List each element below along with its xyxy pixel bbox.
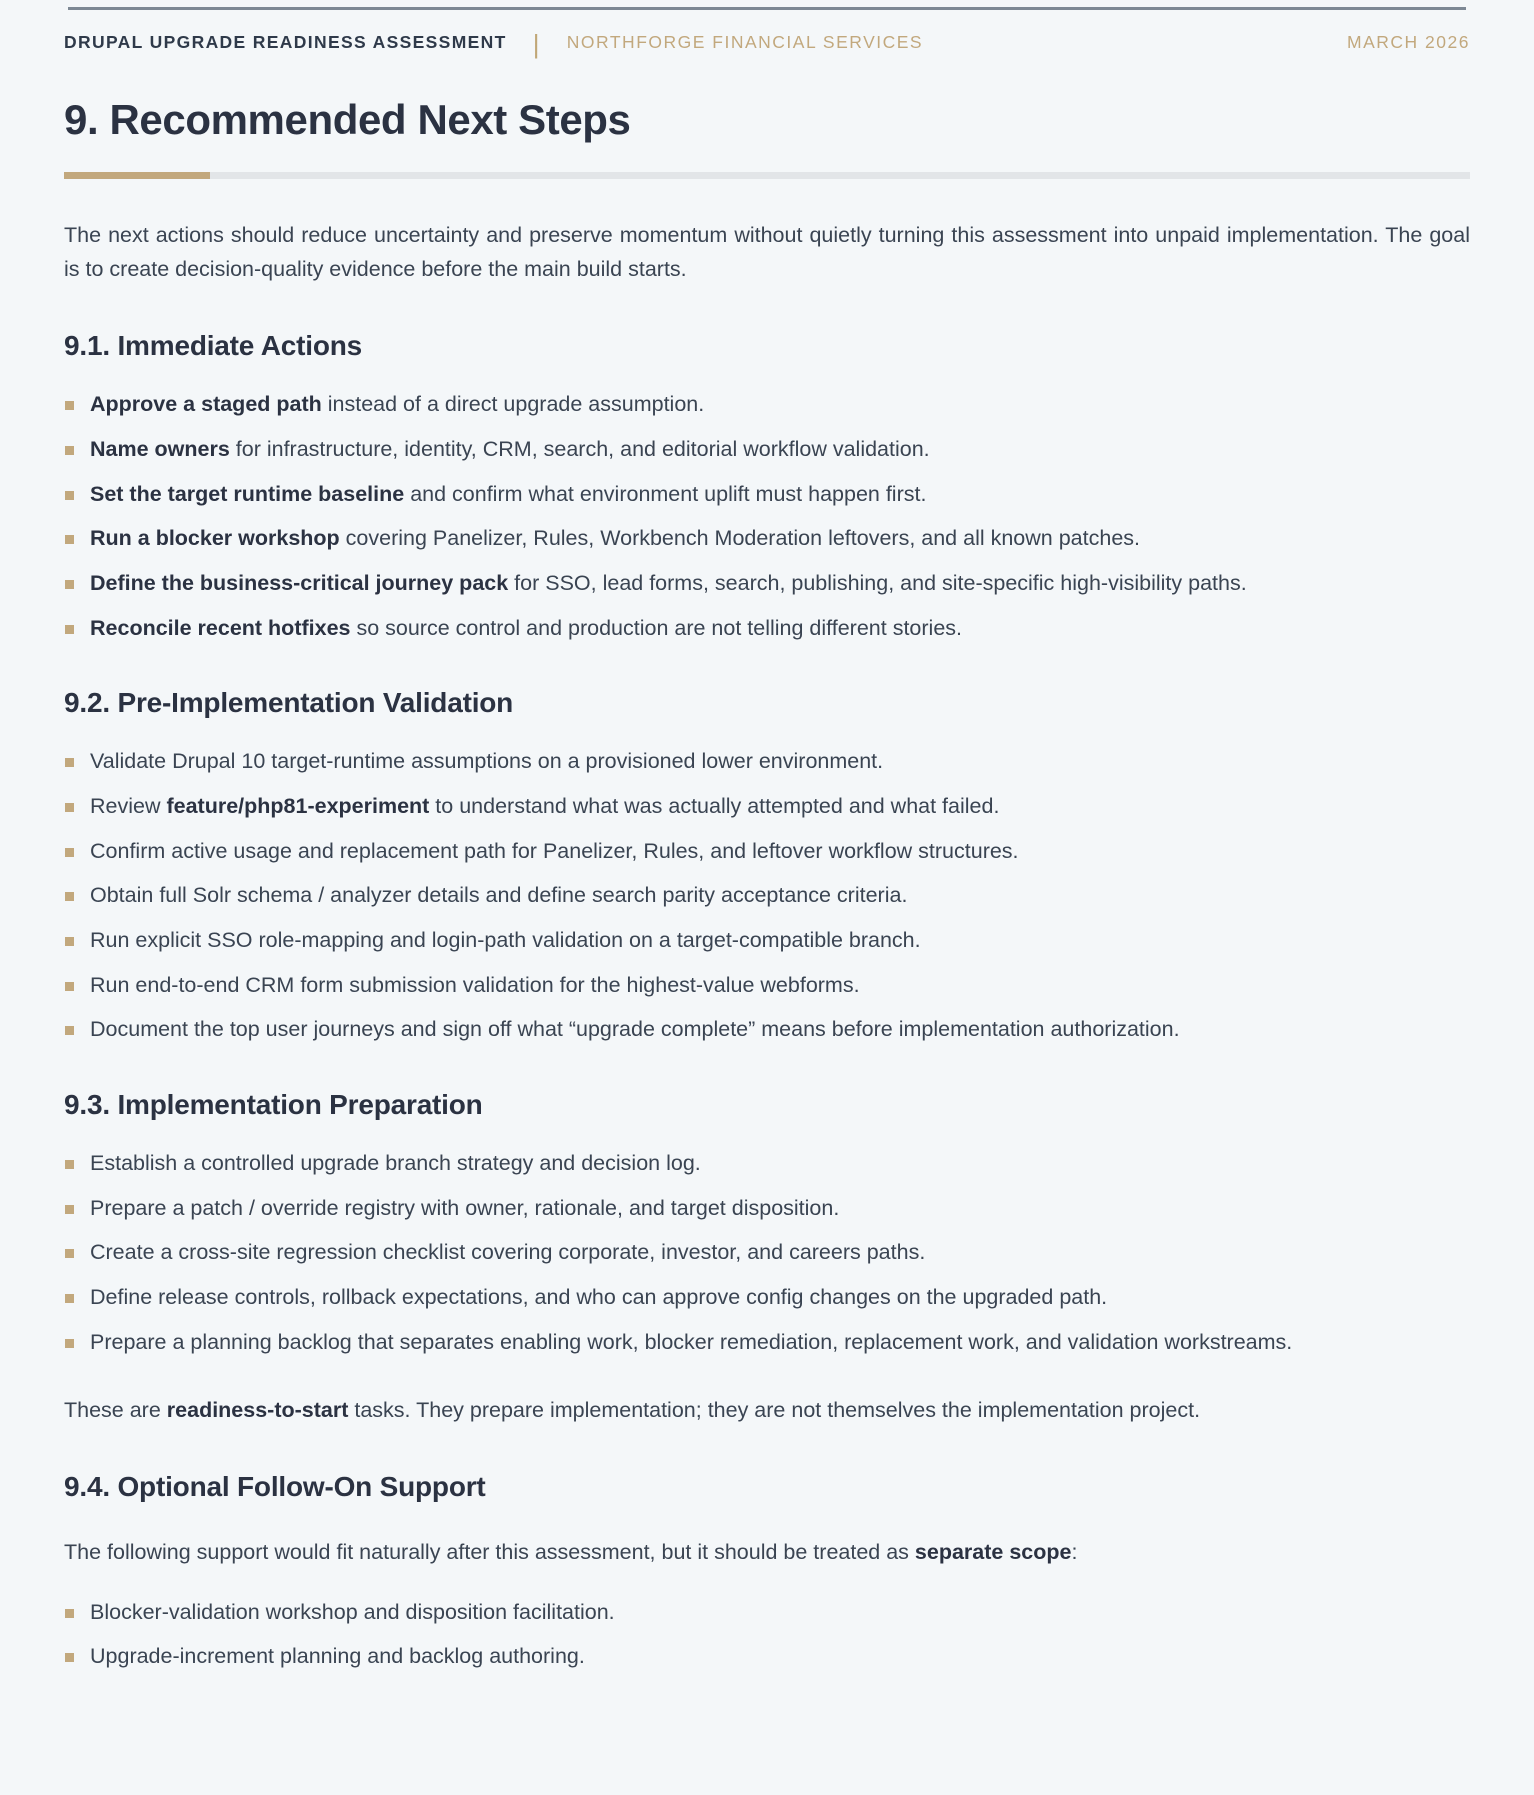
bullet-square-icon — [65, 1026, 74, 1035]
running-header-date: MARCH 2026 — [1347, 32, 1470, 52]
list-item-emphasis: Reconcile recent hotfixes — [90, 615, 351, 640]
list-item-text: Validate Drupal 10 target-runtime assumptions on a provisioned lower environment. — [90, 749, 884, 774]
list-item-text: Obtain full Solr schema / analyzer details and define search parity acceptance criteria. — [90, 883, 908, 908]
optional-support-lead-text: The following support would fit naturally after this assessment, but it should be treated as — [64, 1540, 915, 1565]
bullet-square-icon — [65, 1294, 74, 1303]
list-item-text: for infrastructure, identity, CRM, search, and editorial workflow validation. — [229, 436, 930, 461]
list-item — [64, 879, 1470, 912]
subsection-heading-9-1: 9.1. Immediate Actions — [64, 330, 362, 362]
bullet-square-icon — [65, 1609, 74, 1618]
list-item-text: Confirm active usage and replacement path for Panelizer, Rules, and leftover workflow structures. — [90, 838, 1019, 863]
optional-support-lead-emphasis: separate scope — [914, 1540, 1072, 1565]
section-accent-bar — [64, 172, 210, 179]
optional-support-lead-text: : — [1071, 1540, 1078, 1565]
list-item-emphasis: feature/php81-experiment — [166, 794, 430, 818]
closing-note-text: These are — [64, 1398, 167, 1423]
list-item — [64, 1281, 1470, 1314]
section-intro-paragraph: The next actions should reduce uncertainty and preserve momentum without quietly turning this assessment into unpaid implementation. The goal is to create decision-quality evidence before the main build starts. — [64, 223, 1470, 282]
list-item-text: Blocker-validation workshop and disposition facilitation. — [90, 1599, 615, 1624]
list-item-text: Prepare a planning backlog that separates enabling work, blocker remediation, replacement work, and validation workstreams. — [90, 1329, 1293, 1354]
list-item-emphasis: Set the target runtime baseline — [90, 481, 405, 506]
bullet-list-9-1 — [60, 388, 1474, 644]
list-item-text: for SSO, lead forms, search, publishing, and site-specific high-visibility paths. — [508, 570, 1247, 595]
subsection-heading-9-2: 9.2. Pre-Implementation Validation — [64, 687, 514, 719]
list-item — [64, 790, 1470, 823]
bullet-square-icon — [65, 1339, 74, 1348]
subsection-heading-9-3: 9.3. Implementation Preparation — [64, 1089, 483, 1121]
list-item-text: Prepare a patch / override registry with owner, rationale, and target disposition. — [90, 1195, 840, 1220]
list-item-text: instead of a direct upgrade assumption. — [321, 392, 705, 417]
list-item-text: Upgrade-increment planning and backlog authoring. — [90, 1644, 585, 1669]
bullet-square-icon — [65, 446, 74, 455]
list-item — [64, 612, 1470, 645]
list-item — [64, 567, 1470, 600]
list-item-text: Run end-to-end CRM form submission validation for the highest-value webforms. — [90, 972, 860, 997]
list-item — [64, 1147, 1470, 1180]
list-item — [64, 1192, 1470, 1225]
subsection-heading-9-4: 9.4. Optional Follow-On Support — [64, 1471, 486, 1503]
list-item-text: Review — [90, 794, 167, 818]
bullet-square-icon — [65, 625, 74, 634]
bullet-square-icon — [65, 1160, 74, 1169]
page-top-rule — [68, 7, 1466, 10]
list-item — [64, 1326, 1470, 1359]
optional-support-lead — [64, 1536, 1470, 1569]
bullet-square-icon — [65, 535, 74, 544]
bullet-square-icon — [65, 758, 74, 767]
list-item — [64, 1236, 1470, 1269]
bullet-square-icon — [65, 892, 74, 901]
closing-note-text: tasks. They prepare implementation; they are not themselves the implementation project. — [348, 1398, 1201, 1423]
list-item-text: and confirm what environment uplift must happen first. — [404, 481, 927, 506]
running-header: DRUPAL UPGRADE READINESS ASSESSMENT | NORTHFORGE FINANCIAL SERVICES MARCH 2026 — [64, 28, 1470, 59]
list-item — [64, 388, 1470, 421]
closing-note-paragraph — [64, 1394, 1470, 1428]
bullet-list-9-2 — [60, 745, 1474, 1046]
list-item-text: Document the top user journeys and sign off what “upgrade complete” means before implementation authorization. — [90, 1017, 1180, 1042]
bullet-list-9-4 — [60, 1596, 1474, 1673]
list-item — [64, 1596, 1470, 1629]
list-item-emphasis: Approve a staged path — [90, 392, 322, 417]
list-item — [64, 1640, 1470, 1673]
bullet-square-icon — [65, 491, 74, 500]
bullet-square-icon — [65, 982, 74, 991]
running-header-document-title: DRUPAL UPGRADE READINESS ASSESSMENT — [64, 32, 507, 52]
bullet-square-icon — [65, 1205, 74, 1214]
list-item — [64, 1013, 1470, 1046]
list-item-text: Establish a controlled upgrade branch strategy and decision log. — [90, 1151, 701, 1176]
bullet-square-icon — [65, 937, 74, 946]
bullet-list-9-3 — [60, 1147, 1474, 1358]
bullet-square-icon — [65, 580, 74, 589]
list-item-text: so source control and production are not telling different stories. — [350, 615, 962, 640]
bullet-square-icon — [65, 1249, 74, 1258]
bullet-square-icon — [65, 1653, 74, 1662]
section-title: 9. Recommended Next Steps — [64, 96, 631, 143]
list-item — [64, 835, 1470, 868]
list-item — [64, 478, 1470, 511]
list-item — [64, 745, 1470, 778]
list-item — [64, 433, 1470, 466]
list-item — [64, 924, 1470, 957]
list-item-text: Create a cross-site regression checklist covering corporate, investor, and careers paths. — [90, 1240, 926, 1265]
list-item-text: Define release controls, rollback expectations, and who can approve config changes on the upgraded path. — [90, 1285, 1108, 1310]
list-item — [64, 969, 1470, 1002]
list-item — [64, 522, 1470, 555]
list-item-emphasis: Name owners — [90, 436, 230, 461]
bullet-square-icon — [65, 803, 74, 812]
bullet-square-icon — [65, 848, 74, 857]
closing-note-emphasis: readiness-to-start — [166, 1398, 349, 1423]
list-item-text: Run explicit SSO role-mapping and login-path validation on a target-compatible branch. — [90, 928, 921, 953]
list-item-emphasis: Define the business-critical journey pack — [90, 570, 509, 595]
list-item-text: to understand what was actually attempted and what failed. — [429, 794, 1000, 818]
bullet-square-icon — [65, 401, 74, 410]
list-item-emphasis: Run a blocker workshop — [90, 526, 340, 551]
running-header-client: NORTHFORGE FINANCIAL SERVICES — [566, 32, 924, 52]
section-divider — [64, 172, 1470, 179]
list-item-text: covering Panelizer, Rules, Workbench Moderation leftovers, and all known patches. — [339, 526, 1140, 551]
